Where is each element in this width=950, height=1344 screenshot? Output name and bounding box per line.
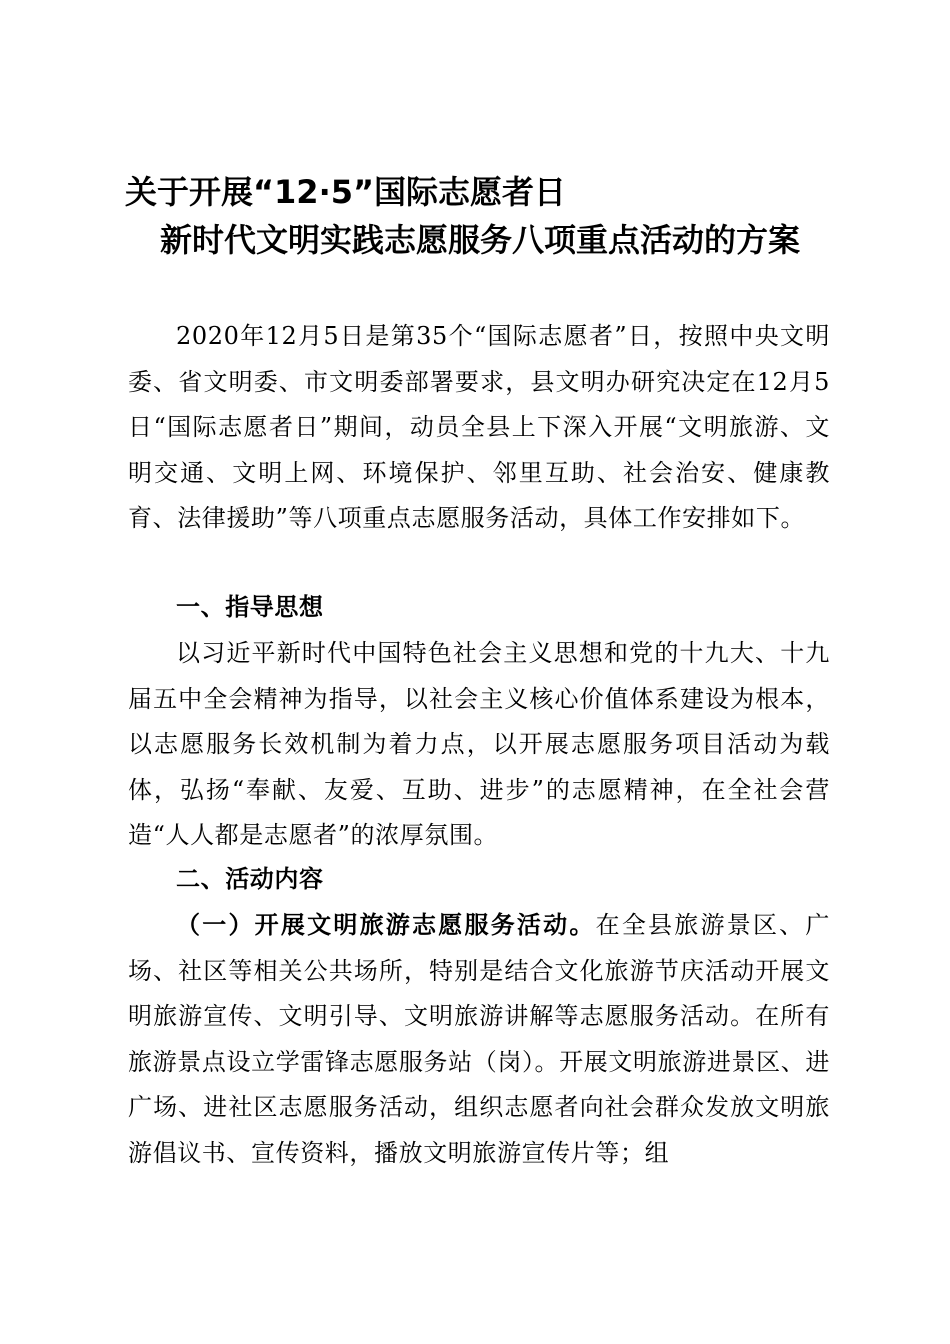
intro-paragraph: 2020年12月5日是第35个“国际志愿者”日，按照中央文明委、省文明委、市文明委部署要求，县文明办研究决定在12月5日“国际志愿者日”期间，动员全县上下深入开展“文明旅游、文明交通、文明上网、环境保护、邻里互助、社会治安、健康教育、法律援助”等八项重点志愿服务活动，具体工作安排如下。 [128,322,830,532]
guiding-ideology-paragraph: 以习近平新时代中国特色社会主义思想和党的十九大、十九届五中全会精神为指导，以社会主义核心价值体系建设为根本，以志愿服务长效机制为着力点，以开展志愿服务项目活动为载体，弘扬“奉献、友爱、互助、进步”的志愿精神，在全社会营造“人人都是志愿者”的浓厚氛围。 [128,639,830,849]
section-heading-activity-content: 二、活动内容 [176,865,324,893]
activity-item-1-paragraph [128,903,830,1176]
document-title-line-2: 新时代文明实践志愿服务八项重点活动的方案 [160,221,801,259]
section-heading-guiding-ideology: 一、指导思想 [176,593,324,621]
document-title-line-1: 关于开展“12·5”国际志愿者日 [125,173,567,211]
activity-item-1-text: 在全县旅游景区、广场、社区等相关公共场所，特别是结合文化旅游节庆活动开展文明旅游宣传、文明引导、文明旅游讲解等志愿服务活动。在所有旅游景点设立学雷锋志愿服务站（岗）。开展文明旅游进景区、进广场、进社区志愿服务活动，组织志愿者向社会群众发放文明旅游倡议书、宣传资料，播放文明旅游宣传片等；组 [128,911,830,1167]
activity-item-1-lead: （一）开展文明旅游志愿服务活动。 [176,911,596,939]
